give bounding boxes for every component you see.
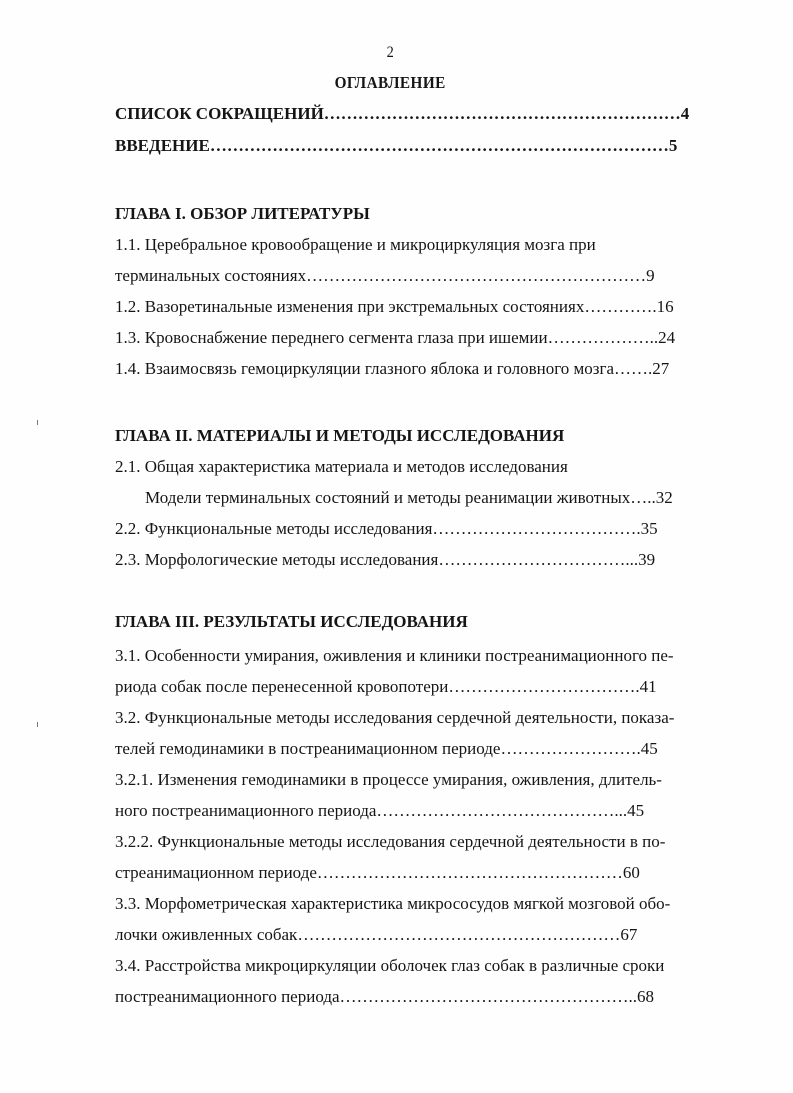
toc-entry-3-2-line2[interactable]: телей гемодинамики в постреанимационном периоде…………………….45 [115, 739, 658, 758]
toc-entry-3-2-1-line2[interactable]: ного постреанимационного периода……………………………………...45 [115, 801, 645, 820]
toc-entry-1-2[interactable]: 1.2. Вазоретинальные изменения при экстремальных состояниях………….16 [115, 297, 674, 316]
toc-entry-3-3-line1[interactable]: 3.3. Морфометрическая характеристика микрососудов мягкой мозговой обо- [115, 894, 671, 913]
toc-entry-3-1-line2[interactable]: риода собак после перенесенной кровопотери…………………………….41 [115, 677, 657, 696]
toc-entry-2-1-line2[interactable]: Модели терминальных состояний и методы реанимации животных…..32 [145, 488, 673, 507]
toc-abbreviations[interactable]: СПИСОК СОКРАЩЕНИЙ………………………………………………………4 [115, 104, 690, 123]
toc-entry-3-3-line2[interactable]: лочки оживленных собак…………………………………………………67 [115, 925, 638, 944]
toc-entry-3-4-line2[interactable]: постреанимационного периода……………………………………………..68 [115, 987, 655, 1006]
page-number: 2 [386, 44, 394, 61]
toc-entry-2-3[interactable]: 2.3. Морфологические методы исследования……………………………...39 [115, 550, 656, 569]
toc-entry-2-1-line1[interactable]: 2.1. Общая характеристика материала и методов исследования [115, 457, 568, 476]
toc-entry-1-3[interactable]: 1.3. Кровоснабжение переднего сегмента глаза при ишемии………………..24 [115, 328, 676, 347]
toc-entry-3-4-line1[interactable]: 3.4. Расстройства микроциркуляции оболочек глаз собак в различные сроки [115, 956, 665, 975]
toc-entry-3-2-line1[interactable]: 3.2. Функциональные методы исследования сердечной деятельности, показа- [115, 708, 675, 727]
toc-entry-3-2-1-line1[interactable]: 3.2.1. Изменения гемодинамики в процессе умирания, оживления, длитель- [115, 770, 662, 789]
chapter-3-heading[interactable]: ГЛАВА III. РЕЗУЛЬТАТЫ ИССЛЕДОВАНИЯ [115, 612, 468, 631]
page-title: ОГЛАВЛЕНИЕ [334, 73, 446, 92]
chapter-2-heading[interactable]: ГЛАВА II. МАТЕРИАЛЫ И МЕТОДЫ ИССЛЕДОВАНИЯ [115, 426, 565, 445]
toc-entry-1-1-line2[interactable]: терминальных состояниях……………………………………………………9 [115, 266, 655, 285]
toc-entry-3-2-2-line1[interactable]: 3.2.2. Функциональные методы исследования сердечной деятельности в по- [115, 832, 666, 851]
toc-introduction[interactable]: ВВЕДЕНИЕ………………………………………………………………………5 [115, 136, 678, 155]
scan-speck [37, 722, 38, 727]
toc-entry-1-1-line1[interactable]: 1.1. Церебральное кровообращение и микроциркуляция мозга при [115, 235, 596, 254]
toc-entry-3-2-2-line2[interactable]: стреанимационном периоде………………………………………………60 [115, 863, 640, 882]
toc-entry-2-2[interactable]: 2.2. Функциональные методы исследования……………………………….35 [115, 519, 658, 538]
toc-entry-1-4[interactable]: 1.4. Взаимосвязь гемоциркуляции глазного яблока и головного мозга…….27 [115, 359, 670, 378]
chapter-1-heading[interactable]: ГЛАВА I. ОБЗОР ЛИТЕРАТУРЫ [115, 204, 370, 223]
scan-speck [37, 420, 38, 425]
toc-entry-3-1-line1[interactable]: 3.1. Особенности умирания, оживления и клиники постреанимационного пе- [115, 646, 674, 665]
